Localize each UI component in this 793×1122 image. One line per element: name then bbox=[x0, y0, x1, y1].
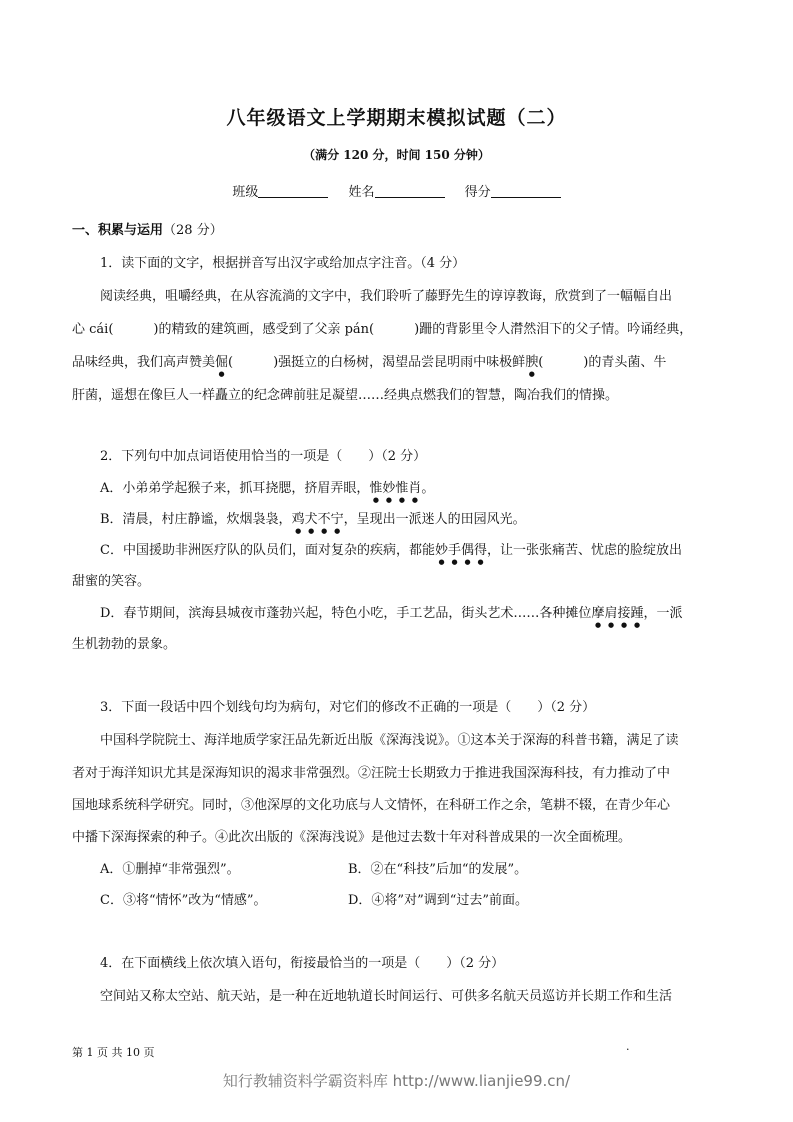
q2-option-b bbox=[100, 508, 750, 535]
page-title: 八年级语文上学期期末模拟试题（二） bbox=[226, 107, 567, 129]
name-blank bbox=[375, 184, 445, 198]
dotted-phrase: 妙手偶得 bbox=[434, 543, 487, 558]
q1-text: )强挺立的白杨树，渴望品尝昆明雨中味极鲜 bbox=[273, 355, 526, 370]
q1-passage-line: 阅读经典，咀嚼经典，在从容流淌的文字中，我们聆听了藤野先生的谆谆教诲，欣赏到了一幅幅自出 bbox=[100, 289, 673, 304]
q1-passage-line bbox=[72, 351, 722, 378]
q1-text: 心 cái( bbox=[72, 322, 114, 337]
dotted-phrase: 鸡犬不宁 bbox=[291, 512, 344, 527]
q3-option-d: D．④将”对”调到“过去”前面。 bbox=[348, 893, 529, 908]
q3-option-a: A．①删掉“非常强烈”。 bbox=[100, 862, 240, 877]
option-text: 。 bbox=[421, 481, 435, 496]
option-text: B．清晨，村庄静谧，炊烟袅袅， bbox=[100, 512, 292, 527]
class-label: 班级 bbox=[232, 185, 259, 200]
dotted-phrase: 摩肩接踵 bbox=[591, 606, 644, 621]
exam-subtitle: （满分 120 分，时间 150 分钟） bbox=[303, 148, 490, 162]
q3-option-b: B．②在“科技”后加“的发展”。 bbox=[348, 862, 528, 877]
q1-text: ( bbox=[228, 355, 234, 370]
q1-text: )的精致的建筑画，感受到了父亲 pán( bbox=[153, 322, 375, 337]
q3-passage-line: 国地球系统科学研究。同时，③他深厚的文化功底与人文情怀，在科研工作之余，笔耕不辍，在青少年心 bbox=[72, 798, 671, 813]
q2-option-a bbox=[100, 477, 750, 504]
page-number: 第 1 页 共 10 页 bbox=[72, 1046, 155, 1059]
section-title: 一、积累与运用 bbox=[72, 223, 164, 238]
score-blank bbox=[491, 184, 561, 198]
name-label: 姓名 bbox=[348, 185, 375, 200]
q2-option-d-cont: 生机勃勃的景象。 bbox=[72, 637, 177, 652]
q2-option-c bbox=[100, 539, 750, 566]
option-text: ，呈现出一派迷人的田园风光。 bbox=[343, 512, 526, 527]
q3-passage-line: 者对于海洋知识尤其是深海知识的渴求非常强烈。②汪院士长期致力于推进我国深海科技，有力推动了中 bbox=[72, 766, 671, 781]
section-heading bbox=[72, 219, 223, 238]
q1-text: )跚的背影里令人潸然泪下的父子情。吟诵经典， bbox=[414, 322, 693, 337]
q4-stem: 4．在下面横线上依次填入语句，衔接最恰当的一项是（ ）（2 分） bbox=[100, 956, 505, 971]
option-text: A．小弟弟学起猴子来，抓耳挠腮，挤眉弄眼， bbox=[100, 481, 370, 496]
q3-passage-line: 中播下深海探索的种子。④此次出版的《深海浅说》是他过去数十年对科普成果的一次全面梳理。 bbox=[72, 830, 632, 845]
option-text: ，一派 bbox=[643, 606, 683, 621]
q1-passage-line: 肝菌，遥想在像巨人一样矗立的纪念碑前驻足凝望……经典点燃我们的智慧，陶冶我们的情操。 bbox=[72, 388, 619, 403]
q2-option-d bbox=[100, 602, 750, 629]
q1-text: 品味经典，我们高声赞美 bbox=[72, 355, 216, 370]
q3-passage-line: 中国科学院院士、海洋地质学家汪品先新近出版《深海浅说》。①这本关于深海的科普书籍，满足了读 bbox=[100, 733, 679, 748]
section-points: （28 分） bbox=[163, 223, 223, 238]
watermark-text: 知行教辅资料学霸资料库 http://www.lianjie99.cn/ bbox=[222, 1072, 571, 1090]
q1-text: )的青头菌、牛 bbox=[583, 355, 667, 370]
dotted-char: 腴 bbox=[525, 355, 539, 370]
q2-stem: 2．下列句中加点词语使用恰当的一项是（ ）（2 分） bbox=[100, 449, 427, 464]
q1-stem: 1．读下面的文字，根据拼音写出汉字或给加点字注音。（4 分） bbox=[100, 256, 466, 271]
q3-stem: 3．下面一段话中四个划线句均为病句，对它们的修改不正确的一项是（ ）（2 分） bbox=[100, 700, 596, 715]
option-text: C．中国援助非洲医疗队的队员们，面对复杂的疾病，都能 bbox=[100, 543, 435, 558]
option-text: ，让一张张痛苦、忧虑的脸绽放出 bbox=[486, 543, 682, 558]
class-blank bbox=[258, 184, 328, 198]
score-label: 得分 bbox=[464, 185, 491, 200]
option-text: D．春节期间，滨海县城夜市蓬勃兴起，特色小吃，手工艺品，街头艺术……各种摊位 bbox=[100, 606, 592, 621]
q2-option-c-cont: 甜蜜的笑容。 bbox=[72, 574, 151, 589]
dotted-char: 倔 bbox=[215, 355, 229, 370]
q1-passage-line bbox=[72, 318, 722, 337]
q3-option-c: C．③将“情怀”改为“情感”。 bbox=[100, 893, 267, 908]
footer-mark: . bbox=[626, 1040, 630, 1053]
student-info-row bbox=[0, 181, 793, 200]
q4-passage-line: 空间站又称太空站、航天站，是一种在近地轨道长时间运行、可供多名航天员巡访并长期工作和生活 bbox=[100, 989, 673, 1004]
q1-text: ( bbox=[538, 355, 544, 370]
dotted-phrase: 惟妙惟肖 bbox=[369, 481, 422, 496]
